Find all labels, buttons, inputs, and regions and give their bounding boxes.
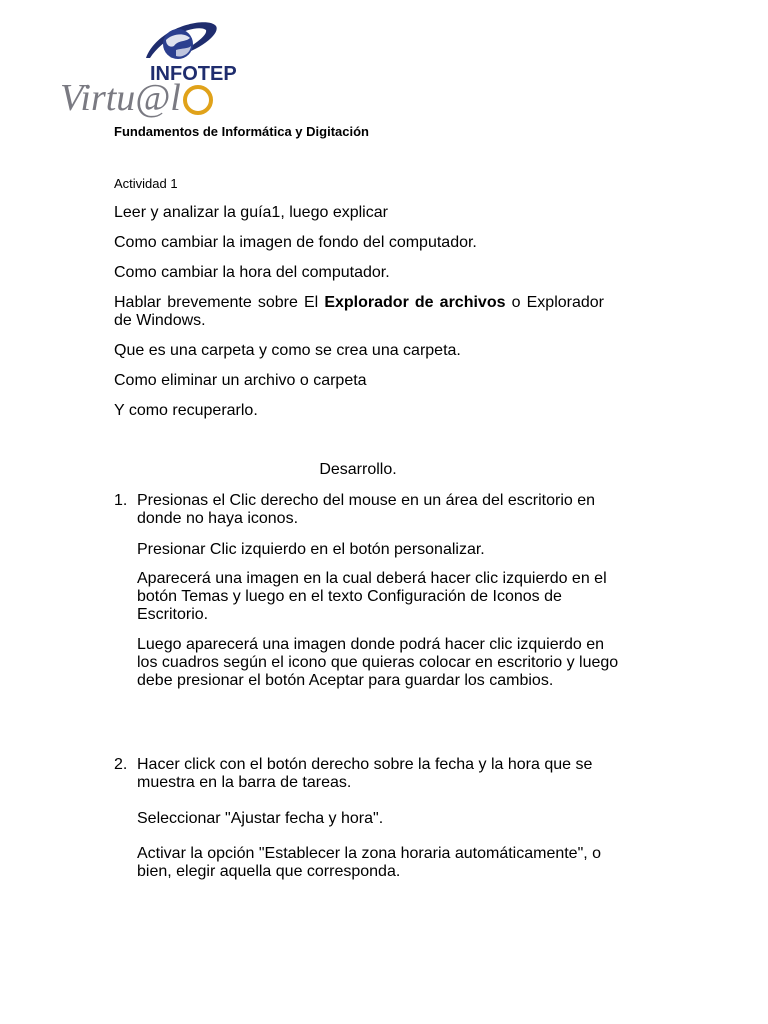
step-paragraph: Presionar Clic izquierdo en el botón personalizar. <box>137 541 485 558</box>
task-item: Que es una carpeta y como se crea una carpeta. <box>114 342 461 359</box>
task-bold-text: Explorador de archivos <box>324 294 506 311</box>
task-item: Como cambiar la hora del computador. <box>114 264 390 281</box>
step-paragraph: Presionas el Clic derecho del mouse en un área del escritorio en donde no haya iconos. <box>137 492 596 527</box>
step-paragraph: Aparecerá una imagen en la cual deberá hacer clic izquierdo en el botón Temas y luego en el texto Configuración de Iconos de Escritorio. <box>137 570 607 623</box>
task-item: Como eliminar un archivo o carpeta <box>114 372 367 389</box>
task-item: Leer y analizar la guía1, luego explicar <box>114 204 388 221</box>
logo-graphic <box>58 18 238 120</box>
step-paragraph: Seleccionar "Ajustar fecha y hora". <box>137 810 384 827</box>
step-paragraph: Activar la opción "Establecer la zona horaria automáticamente", o bien, elegir aquella que corresponda. <box>137 845 602 880</box>
task-item: Como cambiar la imagen de fondo del computador. <box>114 234 477 251</box>
step-paragraph: Hacer click con el botón derecho sobre la fecha y la hora que se muestra en la barra de tareas. <box>137 756 593 791</box>
task-text: Hablar brevemente sobre El <box>114 294 325 311</box>
infotep-virtual-logo <box>58 18 238 120</box>
activity-label: Actividad 1 <box>114 176 178 191</box>
logo-brand-text: INFOTEP <box>150 63 237 85</box>
task-item: Y como recuperarlo. <box>114 402 258 419</box>
course-title: Fundamentos de Informática y Digitación <box>114 124 369 139</box>
list-number: 1. <box>114 492 128 509</box>
task-item-explorer <box>114 294 604 330</box>
development-heading: Desarrollo. <box>319 461 397 478</box>
logo-script-text: Virtu@l <box>60 77 181 119</box>
list-number: 2. <box>114 756 128 773</box>
task-text: o Explorador de Windows. <box>114 294 604 329</box>
at-ring <box>185 87 211 113</box>
step-paragraph: Luego aparecerá una imagen donde podrá hacer clic izquierdo en los cuadros según el icono que quieras colocar en escritorio y luego debe presionar el botón Aceptar para guardar los cambios. <box>137 636 619 689</box>
